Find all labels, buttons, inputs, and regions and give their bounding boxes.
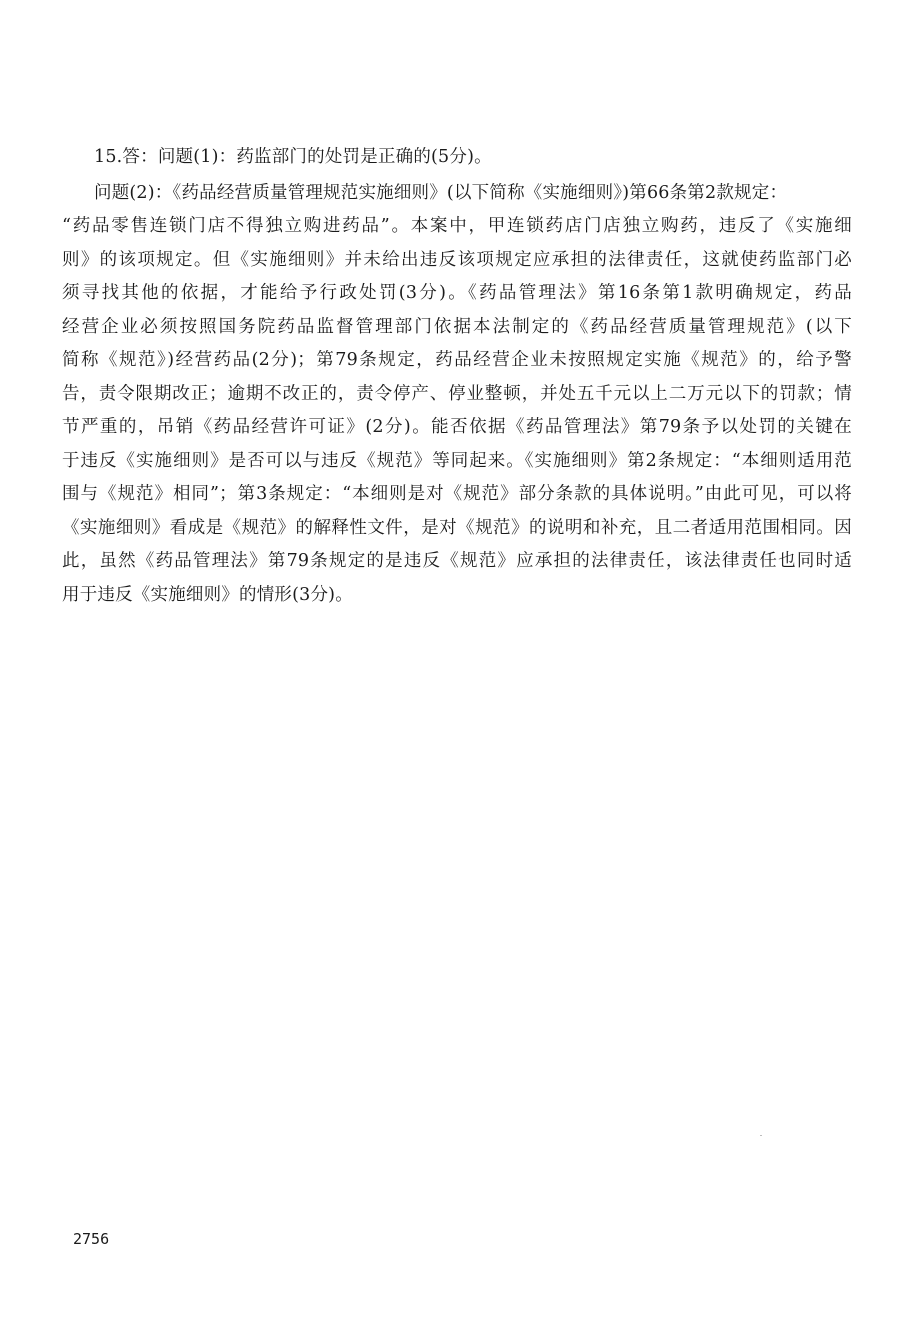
answer-paragraph-line: 则》的该项规定。但《实施细则》并未给出违反该项规定应承担的法律责任，这就使药监部门必 <box>62 249 852 270</box>
answer-paragraph-line: 围与《规范》相同”；第3条规定：“本细则是对《规范》部分条款的具体说明。”由此可见，可以将 <box>62 484 852 504</box>
answer-paragraph-line: 于违反《实施细则》是否可以与违反《规范》等同起来。《实施细则》第2条规定：“本细则适用范 <box>62 450 852 471</box>
scan-speck <box>760 1135 762 1136</box>
answer-text-block <box>62 141 852 612</box>
answer-paragraph-line: 问题(2)：《药品经营质量管理规范实施细则》(以下简称《实施细则》)第66条第2款规定： <box>94 182 788 203</box>
answer-paragraph-line: 节严重的，吊销《药品经营许可证》(2分)。能否依据《药品管理法》第79条予以处罚的关键在 <box>62 417 852 437</box>
answer-paragraph-line: 经营企业必须按照国务院药品监督管理部门依据本法制定的《药品经营质量管理规范》(以下 <box>62 316 852 337</box>
answer-paragraph-line: 此，虽然《药品管理法》第79条规定的是违反《规范》应承担的法律责任，该法律责任也同时适 <box>62 551 852 571</box>
page-number: 2756 <box>73 1230 110 1248</box>
answer-paragraph-line: 用于违反《实施细则》的情形(3分)。 <box>62 584 353 605</box>
answer-paragraph-line: 须寻找其他的依据，才能给予行政处罚(3分)。《药品管理法》第16条第1款明确规定，药品 <box>62 283 852 303</box>
answer-paragraph-line: 《实施细则》看成是《规范》的解释性文件，是对《规范》的说明和补充，且二者适用范围相同。因 <box>62 517 852 538</box>
answer-paragraph-line: 告，责令限期改正；逾期不改正的，责令停产、停业整顿，并处五千元以上二万元以下的罚款；情 <box>62 383 852 404</box>
answer-paragraph-line: 简称《规范》)经营药品(2分)；第79条规定，药品经营企业未按照规定实施《规范》的，给予警 <box>62 350 852 370</box>
answer-intro-line: 15.答：问题(1)：药监部门的处罚是正确的(5分)。 <box>94 147 492 167</box>
answer-paragraph-line: “药品零售连锁门店不得独立购进药品”。本案中，甲连锁药店门店独立购药，违反了《实施细 <box>62 216 852 236</box>
